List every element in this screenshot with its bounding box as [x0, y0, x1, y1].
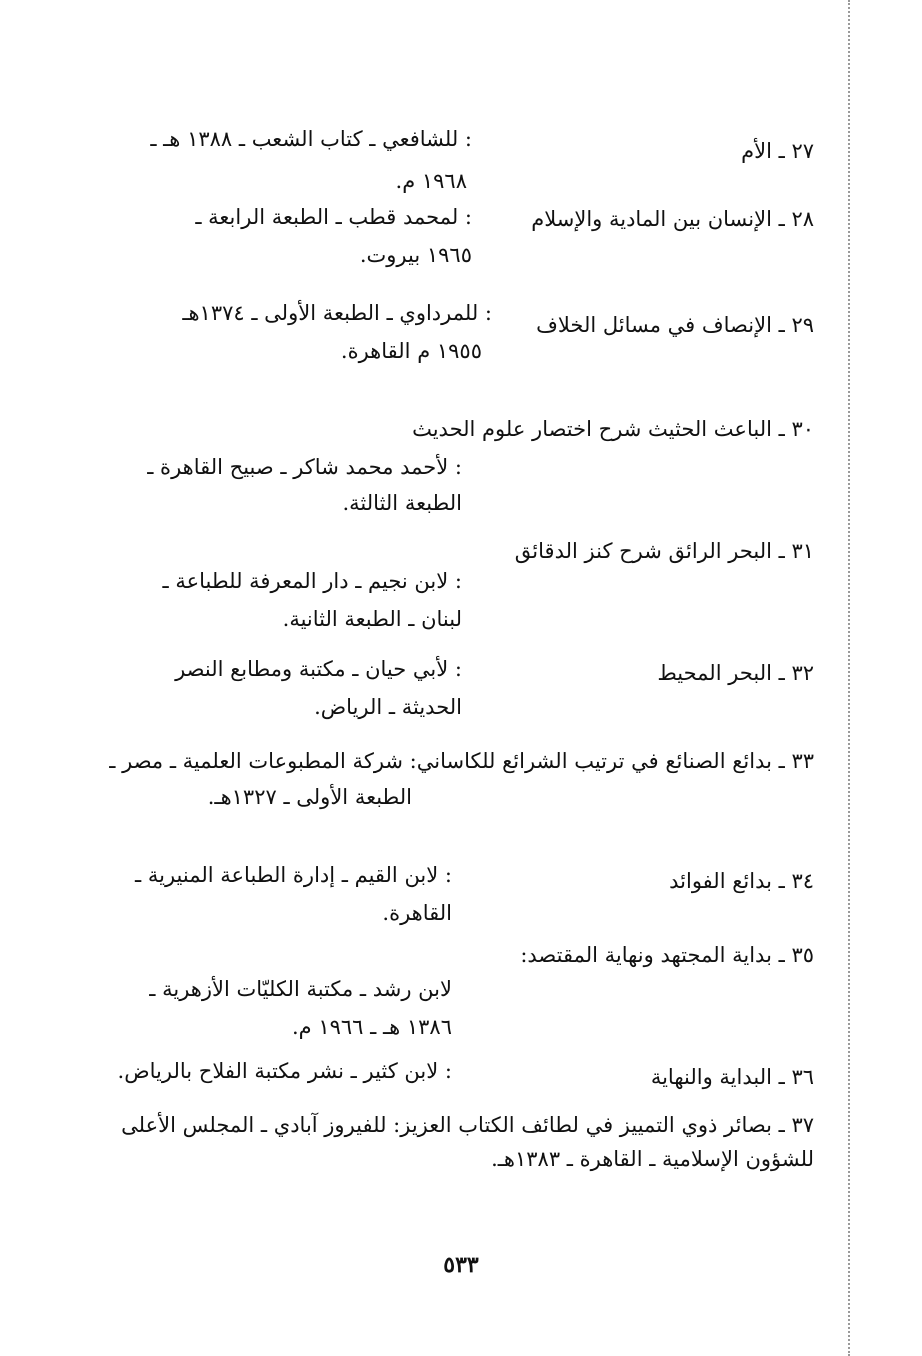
- entry-28-title: ٢٨ ـ الإنسان بين المادية والإسلام: [531, 207, 814, 231]
- entry-35-title: ٣٥ ـ بداية المجتهد ونهاية المقتصد:: [520, 943, 814, 967]
- entry-30-detail-2: الطبعة الثالثة.: [342, 491, 462, 515]
- entry-32-detail-2: الحديثة ـ الرياض.: [314, 695, 462, 719]
- entry-34-detail-2: القاهرة.: [382, 901, 452, 925]
- margin-dotted-line: [848, 0, 850, 1356]
- entry-27-detail-2: ١٩٦٨ م.: [395, 169, 467, 193]
- entry-29-detail-1: : للمرداوي ـ الطبعة الأولى ـ ١٣٧٤هـ: [182, 301, 492, 325]
- page-number: ٥٣٣: [443, 1252, 479, 1278]
- entry-29-title: ٢٩ ـ الإنصاف في مسائل الخلاف: [536, 313, 814, 337]
- entry-32-title: ٣٢ ـ البحر المحيط: [657, 661, 814, 685]
- entry-32-detail-1: : لأبي حيان ـ مكتبة ومطابع النصر: [175, 657, 462, 681]
- entry-37-detail-1: للشؤون الإسلامية ـ القاهرة ـ ١٣٨٣هـ.: [491, 1147, 814, 1171]
- entry-31-detail-1: : لابن نجيم ـ دار المعرفة للطباعة ـ: [162, 569, 462, 593]
- entry-31-title: ٣١ ـ البحر الرائق شرح كنز الدقائق: [514, 539, 814, 563]
- entry-31-detail-2: لبنان ـ الطبعة الثانية.: [282, 607, 462, 631]
- entry-35-detail-1: لابن رشد ـ مكتبة الكليّات الأزهرية ـ: [149, 977, 452, 1001]
- entry-30-title: ٣٠ ـ الباعث الحثيث شرح اختصار علوم الحديث: [412, 417, 814, 441]
- entry-34-title: ٣٤ ـ بدائع الفوائد: [669, 869, 814, 893]
- entry-28-detail-2: ١٩٦٥ بيروت.: [359, 243, 472, 267]
- entry-34-detail-1: : لابن القيم ـ إدارة الطباعة المنيرية ـ: [135, 863, 452, 887]
- entry-27-detail-1: : للشافعي ـ كتاب الشعب ـ ١٣٨٨ هـ ـ: [150, 127, 472, 151]
- entry-33-detail-1: الطبعة الأولى ـ ١٣٢٧هـ.: [207, 785, 412, 809]
- entry-37-title: ٣٧ ـ بصائر ذوي التمييز في لطائف الكتاب العزيز: للفيروز آبادي ـ المجلس الأعلى: [121, 1113, 814, 1137]
- entry-33-title: ٣٣ ـ بدائع الصنائع في ترتيب الشرائع للكاساني: شركة المطبوعات العلمية ـ مصر ـ: [109, 749, 814, 773]
- entry-30-detail-1: : لأحمد محمد شاكر ـ صبيح القاهرة ـ: [147, 455, 462, 479]
- entry-28-detail-1: : لمحمد قطب ـ الطبعة الرابعة ـ: [195, 205, 472, 229]
- entry-36-title: ٣٦ ـ البداية والنهاية: [650, 1065, 814, 1089]
- entry-29-detail-2: ١٩٥٥ م القاهرة.: [340, 339, 482, 363]
- entry-35-detail-2: ١٣٨٦ هـ ـ ١٩٦٦ م.: [291, 1015, 452, 1039]
- entry-27-title: ٢٧ ـ الأم: [741, 139, 814, 163]
- entry-36-detail-1: : لابن كثير ـ نشر مكتبة الفلاح بالرياض.: [117, 1059, 452, 1083]
